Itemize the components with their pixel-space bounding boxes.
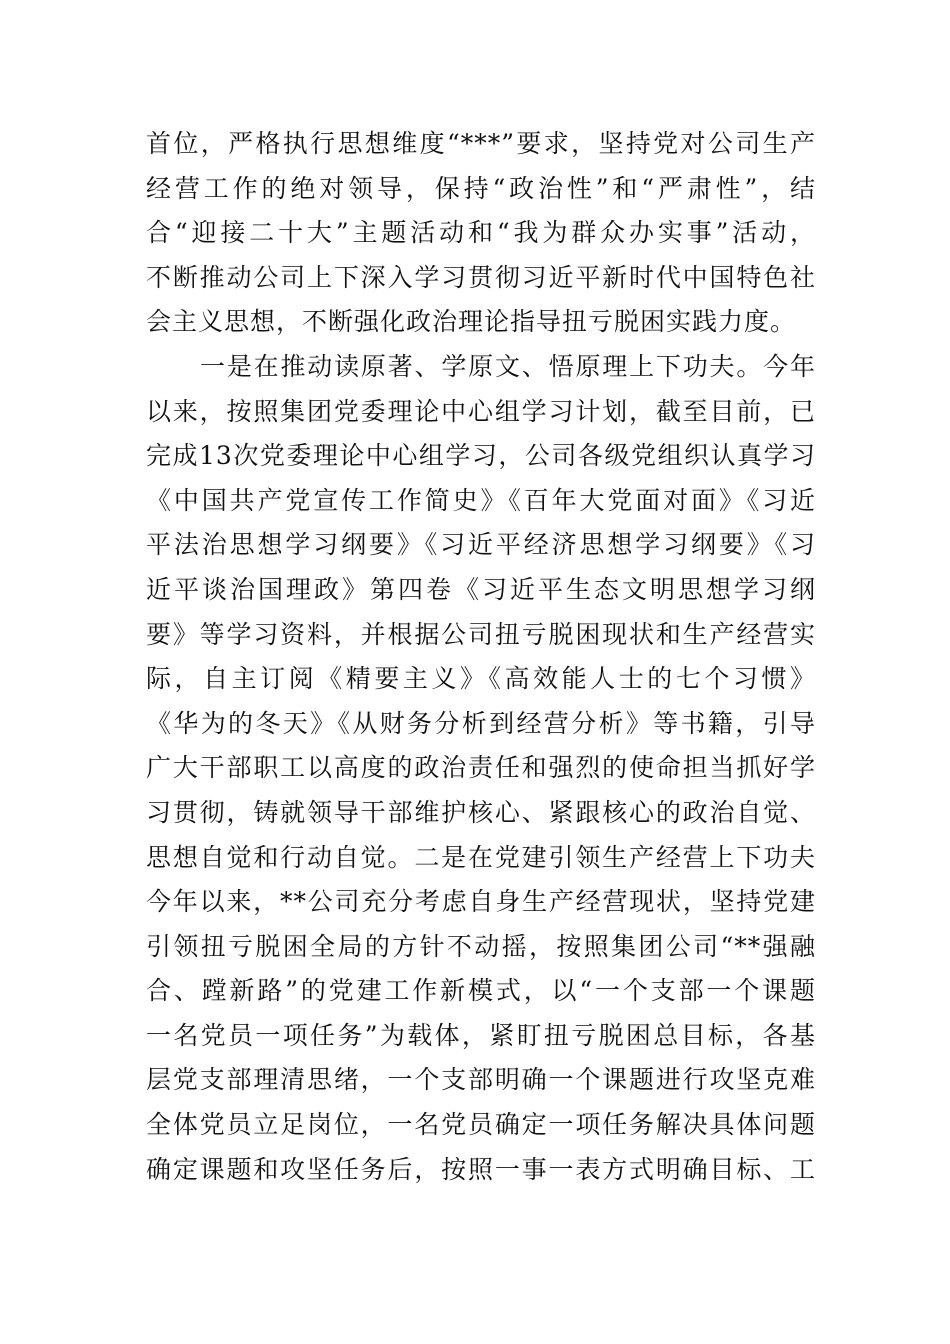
text-line: 不断推动公司上下深入学习贯彻习近平新时代中国特色社 <box>146 262 816 292</box>
text-line: 以来，按照集团党委理论中心组学习计划，截至目前，已 <box>146 396 816 426</box>
text-line: 合“迎接二十大”主题活动和“我为群众办实事”活动， <box>146 218 816 248</box>
text-line: 广大干部职工以高度的政治责任和强烈的使命担当抓好学 <box>146 753 816 783</box>
text-line: 合、蹚新路”的党建工作新模式，以“一个支部一个课题 <box>146 976 816 1006</box>
text-line: 层党支部理清思绪，一个支部明确一个课题进行攻坚克难 <box>146 1065 816 1095</box>
text-line: 《中国共产党宣传工作简史》《百年大党面对面》《习近 <box>146 485 816 515</box>
text-line: 近平谈治国理政》第四卷《习近平生态文明思想学习纲 <box>146 574 816 604</box>
text-line: 会主义思想，不断强化政治理论指导扭亏脱困实践力度。 <box>146 307 797 337</box>
text-line: 完成13次党委理论中心组学习，公司各级党组织认真学习 <box>146 441 816 471</box>
body-text <box>146 122 816 1192</box>
text-line: 际，自主订阅《精要主义》《高效能人士的七个习惯》 <box>146 664 816 694</box>
text-line: 一是在推动读原著、学原文、悟原理上下功夫。今年 <box>200 351 816 381</box>
text-line: 要》等学习资料，并根据公司扭亏脱困现状和生产经营实 <box>146 619 816 649</box>
text-line: 经营工作的绝对领导，保持“政治性”和“严肃性”，结 <box>146 173 816 203</box>
text-line: 引领扭亏脱困全局的方针不动摇，按照集团公司“**强融 <box>146 931 816 961</box>
text-line: 一名党员一项任务”为载体，紧盯扭亏脱困总目标，各基 <box>146 1020 816 1050</box>
text-line: 首位，严格执行思想维度“***”要求，坚持党对公司生产 <box>146 129 816 158</box>
text-line: 《华为的冬天》《从财务分析到经营分析》等书籍，引导 <box>146 708 816 738</box>
text-line: 习贯彻，铸就领导干部维护核心、紧跟核心的政治自觉、 <box>146 797 816 827</box>
text-line: 平法治思想学习纲要》《习近平经济思想学习纲要》《习 <box>146 530 816 560</box>
text-line: 确定课题和攻坚任务后，按照一事一表方式明确目标、工 <box>146 1154 816 1184</box>
text-line: 思想自觉和行动自觉。二是在党建引领生产经营上下功夫 <box>146 842 816 872</box>
text-line: 今年以来，**公司充分考虑自身生产经营现状，坚持党建 <box>146 887 816 917</box>
text-line: 全体党员立足岗位，一名党员确定一项任务解决具体问题 <box>146 1110 816 1140</box>
